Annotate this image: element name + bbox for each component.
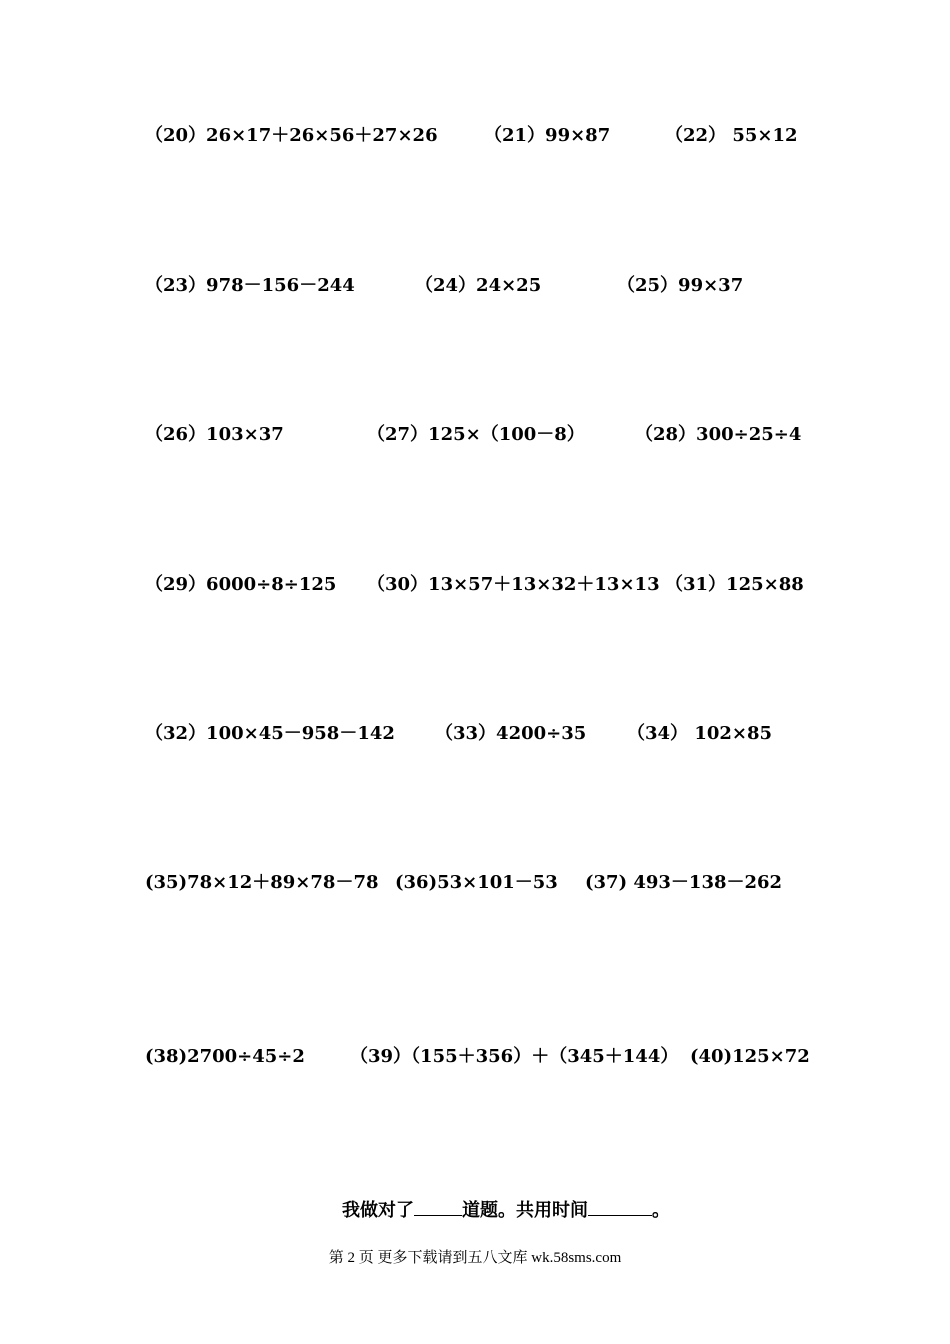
problem-22: （22） 55×12 (665, 125, 798, 146)
problem-20: （20）26×17＋26×56＋27×26 (145, 125, 438, 146)
problem-40: (40)125×72 (690, 1046, 810, 1067)
problem-27: （27）125×（100－8） (367, 424, 585, 445)
problem-25: （25）99×37 (617, 275, 744, 296)
problem-23: （23）978－156－244 (145, 275, 355, 296)
problem-21: （21）99×87 (484, 125, 611, 146)
problem-38: (38)2700÷45÷2 (145, 1046, 305, 1067)
summary-time-label: 道题。共用时间 (462, 1200, 588, 1221)
problem-36: (36)53×101－53 (395, 872, 558, 893)
page-footer: 第 2 页 更多下载请到五八文库 wk.58sms.com (328, 1250, 622, 1266)
problem-33: （33）4200÷35 (435, 723, 587, 744)
score-summary (0, 1196, 950, 1222)
problem-32: （32）100×45－958－142 (145, 723, 395, 744)
summary-end: 。 (652, 1200, 670, 1221)
problem-28: （28）300÷25÷4 (635, 424, 802, 445)
problem-31: （31）125×88 (665, 574, 804, 595)
problem-26: （26）103×37 (145, 424, 284, 445)
problem-39: （39）（155＋356）＋（345＋144） (350, 1046, 679, 1067)
problem-30: （30）13×57＋13×32＋13×13 (367, 574, 660, 595)
correct-count-blank (414, 1197, 462, 1216)
problem-35: (35)78×12＋89×78－78 (145, 872, 379, 893)
problem-24: （24）24×25 (415, 275, 542, 296)
problem-34: （34） 102×85 (627, 723, 773, 744)
problem-29: （29）6000÷8÷125 (145, 574, 337, 595)
summary-correct-label: 我做对了 (342, 1200, 414, 1221)
problem-37: (37) 493－138－262 (585, 872, 783, 893)
time-used-blank (588, 1197, 652, 1216)
